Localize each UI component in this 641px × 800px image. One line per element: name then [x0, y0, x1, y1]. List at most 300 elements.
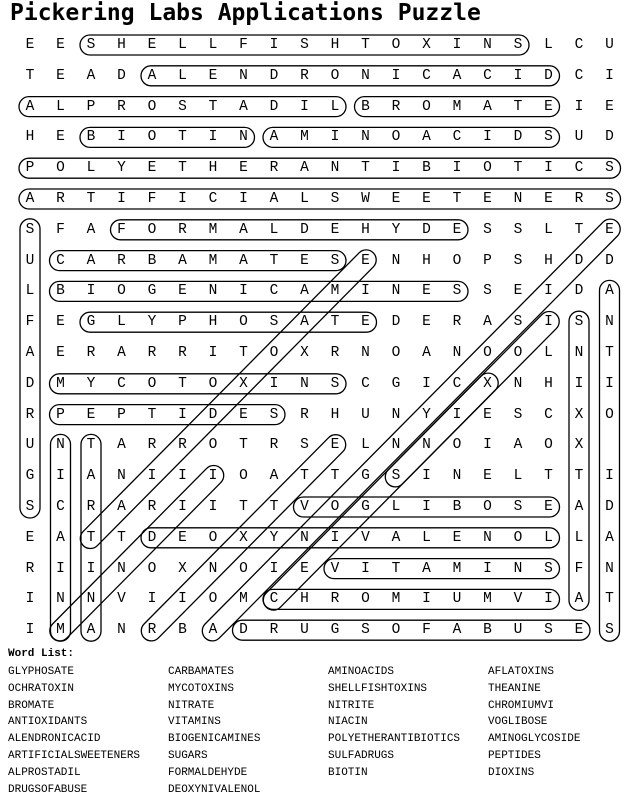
grid-cell-r11-c4[interactable]: O: [147, 375, 157, 392]
grid-cell-r10-c8[interactable]: O: [269, 345, 279, 361]
grid-cell-r1-c19[interactable]: I: [605, 67, 614, 84]
grid-cell-r10-c17[interactable]: L: [544, 345, 553, 361]
grid-cell-r1-c4[interactable]: A: [147, 67, 157, 84]
grid-cell-r18-c4[interactable]: I: [147, 591, 157, 608]
grid-cell-r16-c12[interactable]: A: [391, 529, 401, 546]
grid-cell-r15-c17[interactable]: E: [544, 499, 553, 515]
grid-cell-r12-c16[interactable]: S: [513, 406, 523, 423]
grid-cell-r18-c12[interactable]: M: [391, 591, 401, 608]
grid-cell-r0-c11[interactable]: T: [361, 37, 370, 53]
grid-cell-r18-c7[interactable]: M: [239, 591, 248, 608]
grid-cell-r5-c15[interactable]: E: [483, 191, 492, 207]
grid-cell-r3-c17[interactable]: S: [544, 129, 553, 146]
grid-cell-r15-c0[interactable]: S: [25, 499, 35, 515]
grid-cell-r5-c18[interactable]: R: [574, 191, 584, 207]
grid-cell-r2-c4[interactable]: O: [147, 98, 157, 115]
grid-cell-r16-c5[interactable]: E: [178, 529, 187, 546]
grid-cell-r17-c11[interactable]: I: [361, 560, 370, 577]
grid-cell-r2-c18[interactable]: I: [574, 98, 584, 115]
grid-cell-r9-c7[interactable]: O: [239, 314, 248, 331]
grid-cell-r19-c0[interactable]: I: [25, 622, 35, 639]
grid-cell-r2-c8[interactable]: D: [269, 98, 279, 115]
grid-cell-r19-c11[interactable]: S: [361, 622, 370, 639]
grid-cell-r13-c15[interactable]: I: [483, 437, 492, 454]
grid-cell-r17-c15[interactable]: I: [483, 560, 492, 577]
grid-cell-r4-c16[interactable]: T: [513, 160, 523, 177]
grid-cell-r13-c18[interactable]: X: [574, 437, 584, 454]
grid-cell-r12-c4[interactable]: T: [147, 406, 157, 423]
grid-cell-r8-c4[interactable]: G: [147, 283, 157, 300]
grid-cell-r7-c14[interactable]: O: [452, 252, 462, 269]
grid-cell-r14-c16[interactable]: L: [513, 468, 523, 485]
grid-cell-r0-c4[interactable]: E: [147, 37, 157, 53]
grid-cell-r9-c15[interactable]: A: [483, 314, 492, 331]
grid-cell-r15-c8[interactable]: T: [269, 499, 279, 515]
grid-cell-r14-c12[interactable]: S: [391, 468, 401, 485]
grid-cell-r9-c19[interactable]: N: [605, 314, 614, 331]
grid-cell-r9-c9[interactable]: A: [300, 314, 309, 331]
grid-cell-r7-c11[interactable]: E: [361, 252, 370, 269]
grid-cell-r8-c9[interactable]: A: [300, 283, 309, 300]
grid-cell-r12-c2[interactable]: E: [86, 406, 96, 423]
grid-cell-r18-c8[interactable]: C: [269, 591, 279, 608]
grid-cell-r10-c4[interactable]: R: [147, 345, 157, 361]
grid-cell-r17-c9[interactable]: E: [300, 560, 309, 577]
grid-cell-r9-c16[interactable]: S: [513, 314, 523, 331]
grid-cell-r0-c12[interactable]: O: [391, 37, 401, 53]
grid-cell-r18-c3[interactable]: V: [117, 591, 126, 608]
grid-cell-r11-c8[interactable]: I: [269, 375, 279, 392]
grid-cell-r8-c16[interactable]: E: [513, 283, 523, 300]
grid-cell-r17-c8[interactable]: I: [269, 560, 279, 577]
grid-cell-r1-c7[interactable]: N: [239, 67, 248, 84]
grid-cell-r2-c1[interactable]: L: [56, 98, 65, 115]
grid-cell-r18-c14[interactable]: U: [452, 591, 462, 608]
grid-cell-r17-c3[interactable]: N: [117, 560, 126, 577]
grid-cell-r8-c14[interactable]: S: [452, 283, 462, 300]
grid-cell-r8-c1[interactable]: B: [56, 283, 65, 300]
grid-cell-r18-c11[interactable]: O: [361, 591, 370, 608]
grid-cell-r10-c10[interactable]: R: [330, 345, 340, 361]
grid-cell-r1-c14[interactable]: A: [452, 67, 462, 84]
grid-cell-r13-c11[interactable]: L: [361, 437, 370, 454]
grid-cell-r19-c18[interactable]: E: [574, 622, 584, 639]
grid-cell-r17-c17[interactable]: S: [544, 560, 553, 577]
grid-cell-r7-c9[interactable]: E: [300, 252, 309, 269]
grid-cell-r1-c17[interactable]: D: [544, 67, 553, 84]
grid-cell-r2-c5[interactable]: S: [178, 98, 187, 115]
grid-cell-r0-c15[interactable]: N: [483, 37, 492, 53]
grid-cell-r13-c16[interactable]: A: [513, 437, 523, 454]
grid-cell-r2-c9[interactable]: I: [300, 98, 309, 115]
grid-cell-r7-c18[interactable]: D: [574, 252, 584, 269]
grid-cell-r7-c5[interactable]: A: [178, 252, 187, 269]
grid-cell-r0-c16[interactable]: S: [513, 37, 523, 53]
grid-cell-r16-c10[interactable]: I: [330, 529, 340, 546]
grid-cell-r17-c2[interactable]: I: [86, 560, 96, 577]
grid-cell-r19-c17[interactable]: S: [544, 622, 553, 639]
grid-cell-r17-c12[interactable]: T: [391, 560, 401, 577]
grid-cell-r2-c7[interactable]: A: [239, 98, 248, 115]
grid-cell-r4-c6[interactable]: H: [208, 160, 218, 177]
grid-cell-r5-c17[interactable]: E: [544, 191, 553, 207]
grid-cell-r14-c9[interactable]: T: [300, 468, 309, 485]
grid-cell-r15-c6[interactable]: I: [208, 499, 218, 515]
grid-cell-r3-c7[interactable]: N: [239, 129, 248, 146]
grid-cell-r14-c13[interactable]: I: [422, 468, 431, 485]
grid-cell-r10-c15[interactable]: O: [483, 345, 492, 361]
grid-cell-r8-c15[interactable]: S: [483, 283, 492, 300]
grid-cell-r11-c16[interactable]: N: [513, 375, 523, 392]
grid-cell-r5-c10[interactable]: S: [330, 191, 340, 207]
grid-cell-r17-c14[interactable]: M: [452, 560, 462, 577]
grid-cell-r8-c10[interactable]: M: [330, 283, 340, 300]
grid-cell-r18-c10[interactable]: R: [330, 591, 340, 608]
grid-cell-r7-c15[interactable]: P: [483, 252, 492, 269]
grid-cell-r7-c13[interactable]: H: [422, 252, 431, 269]
grid-cell-r4-c13[interactable]: B: [422, 160, 431, 177]
grid-cell-r0-c3[interactable]: H: [117, 37, 126, 53]
grid-cell-r14-c1[interactable]: I: [56, 468, 65, 485]
grid-cell-r0-c13[interactable]: X: [422, 37, 431, 53]
grid-cell-r3-c13[interactable]: A: [422, 129, 431, 146]
grid-cell-r9-c2[interactable]: G: [86, 314, 96, 331]
grid-cell-r7-c17[interactable]: H: [544, 252, 553, 269]
grid-cell-r2-c12[interactable]: R: [391, 98, 401, 115]
grid-cell-r5-c11[interactable]: W: [361, 191, 370, 207]
grid-cell-r17-c6[interactable]: N: [208, 560, 218, 577]
grid-cell-r18-c13[interactable]: I: [422, 591, 431, 608]
grid-cell-r14-c7[interactable]: O: [239, 468, 248, 485]
grid-cell-r10-c9[interactable]: X: [300, 345, 309, 361]
grid-cell-r6-c4[interactable]: O: [147, 221, 157, 238]
grid-cell-r3-c8[interactable]: A: [269, 129, 279, 146]
grid-cell-r16-c13[interactable]: L: [422, 529, 431, 546]
grid-cell-r14-c5[interactable]: I: [178, 468, 187, 485]
grid-cell-r0-c8[interactable]: I: [269, 37, 279, 53]
grid-cell-r14-c6[interactable]: I: [208, 468, 218, 485]
grid-cell-r7-c4[interactable]: B: [147, 252, 157, 269]
grid-cell-r4-c8[interactable]: R: [269, 160, 279, 177]
grid-cell-r6-c19[interactable]: E: [605, 221, 614, 238]
grid-cell-r16-c1[interactable]: A: [56, 529, 65, 546]
grid-cell-r9-c6[interactable]: H: [208, 314, 218, 331]
grid-cell-r10-c16[interactable]: O: [513, 345, 523, 361]
grid-cell-r19-c10[interactable]: G: [330, 622, 340, 639]
grid-cell-r0-c10[interactable]: H: [330, 37, 340, 53]
grid-cell-r3-c5[interactable]: T: [178, 129, 187, 146]
grid-cell-r7-c7[interactable]: A: [239, 252, 248, 269]
grid-cell-r4-c10[interactable]: N: [330, 160, 340, 177]
grid-cell-r4-c17[interactable]: I: [544, 160, 553, 177]
grid-cell-r5-c3[interactable]: I: [117, 191, 126, 207]
grid-cell-r10-c12[interactable]: O: [391, 345, 401, 361]
grid-cell-r13-c13[interactable]: N: [422, 437, 431, 454]
grid-cell-r14-c8[interactable]: A: [269, 468, 279, 485]
grid-cell-r11-c14[interactable]: C: [452, 375, 462, 392]
grid-cell-r8-c5[interactable]: E: [178, 283, 187, 300]
grid-cell-r6-c18[interactable]: T: [574, 221, 584, 238]
grid-cell-r5-c2[interactable]: T: [86, 191, 96, 207]
grid-cell-r10-c7[interactable]: T: [239, 345, 248, 361]
grid-cell-r1-c12[interactable]: I: [391, 67, 401, 84]
grid-cell-r12-c7[interactable]: E: [239, 406, 248, 423]
grid-cell-r9-c1[interactable]: E: [56, 314, 65, 331]
grid-cell-r16-c6[interactable]: O: [208, 529, 218, 546]
grid-cell-r6-c8[interactable]: L: [269, 221, 279, 238]
grid-cell-r6-c11[interactable]: H: [361, 221, 370, 238]
grid-cell-r5-c12[interactable]: E: [391, 191, 401, 207]
grid-cell-r15-c3[interactable]: A: [117, 499, 126, 515]
grid-cell-r13-c6[interactable]: O: [208, 437, 218, 454]
grid-cell-r7-c6[interactable]: M: [208, 252, 218, 269]
grid-cell-r9-c0[interactable]: F: [25, 314, 35, 331]
grid-cell-r3-c18[interactable]: U: [574, 129, 584, 146]
grid-cell-r5-c6[interactable]: C: [208, 191, 218, 207]
grid-cell-r19-c1[interactable]: M: [56, 622, 65, 639]
grid-cell-r4-c12[interactable]: I: [391, 160, 401, 177]
grid-cell-r8-c8[interactable]: C: [269, 283, 279, 300]
grid-cell-r4-c2[interactable]: L: [86, 160, 96, 177]
grid-cell-r13-c2[interactable]: T: [86, 437, 96, 454]
grid-cell-r7-c16[interactable]: S: [513, 252, 523, 269]
grid-cell-r17-c13[interactable]: A: [422, 560, 431, 577]
grid-cell-r18-c2[interactable]: N: [86, 591, 96, 608]
grid-cell-r0-c0[interactable]: E: [25, 37, 35, 53]
grid-cell-r15-c1[interactable]: C: [56, 499, 65, 515]
grid-cell-r12-c10[interactable]: H: [330, 406, 340, 423]
grid-cell-r4-c14[interactable]: I: [452, 160, 462, 177]
grid-cell-r16-c2[interactable]: T: [86, 529, 96, 546]
grid-cell-r6-c6[interactable]: M: [208, 221, 218, 238]
grid-cell-r17-c5[interactable]: X: [178, 560, 187, 577]
grid-cell-r11-c10[interactable]: S: [330, 375, 340, 392]
grid-cell-r2-c6[interactable]: T: [208, 98, 218, 115]
grid-cell-r6-c3[interactable]: F: [117, 221, 126, 238]
grid-cell-r8-c13[interactable]: E: [422, 283, 431, 300]
grid-cell-r3-c19[interactable]: D: [605, 129, 614, 146]
grid-cell-r6-c5[interactable]: R: [178, 221, 187, 238]
grid-cell-r11-c15[interactable]: X: [483, 375, 492, 392]
grid-cell-r8-c11[interactable]: I: [361, 283, 370, 300]
grid-cell-r18-c17[interactable]: I: [544, 591, 553, 608]
grid-cell-r12-c13[interactable]: Y: [422, 406, 431, 423]
grid-cell-r17-c18[interactable]: F: [574, 560, 584, 577]
grid-cell-r19-c3[interactable]: N: [117, 622, 126, 639]
grid-cell-r16-c11[interactable]: V: [361, 529, 370, 546]
grid-cell-r19-c15[interactable]: B: [483, 622, 492, 639]
grid-cell-r3-c0[interactable]: H: [25, 129, 35, 146]
grid-cell-r15-c9[interactable]: V: [300, 499, 309, 515]
grid-cell-r2-c11[interactable]: B: [361, 98, 370, 115]
grid-cell-r11-c1[interactable]: M: [56, 375, 65, 392]
grid-cell-r4-c0[interactable]: P: [25, 160, 35, 177]
grid-cell-r2-c2[interactable]: P: [86, 98, 96, 115]
grid-cell-r19-c6[interactable]: A: [208, 622, 218, 639]
grid-cell-r3-c11[interactable]: N: [361, 129, 370, 146]
grid-cell-r19-c13[interactable]: F: [422, 622, 431, 639]
grid-cell-r11-c12[interactable]: G: [391, 375, 401, 392]
grid-cell-r9-c14[interactable]: R: [452, 314, 462, 331]
grid-cell-r9-c12[interactable]: D: [391, 314, 401, 331]
grid-cell-r16-c0[interactable]: E: [25, 529, 35, 546]
grid-cell-r15-c18[interactable]: A: [574, 499, 584, 515]
grid-cell-r10-c11[interactable]: N: [361, 345, 370, 361]
grid-cell-r13-c10[interactable]: E: [330, 437, 340, 454]
grid-cell-r16-c16[interactable]: O: [513, 529, 523, 546]
grid-cell-r14-c0[interactable]: G: [25, 468, 35, 485]
grid-cell-r17-c0[interactable]: R: [25, 560, 35, 577]
grid-cell-r1-c5[interactable]: L: [178, 67, 187, 84]
grid-cell-r5-c4[interactable]: F: [147, 191, 157, 207]
grid-cell-r6-c17[interactable]: L: [544, 221, 553, 238]
grid-cell-r5-c9[interactable]: L: [300, 191, 309, 207]
grid-cell-r12-c15[interactable]: E: [483, 406, 492, 423]
grid-cell-r7-c3[interactable]: R: [117, 252, 126, 269]
grid-cell-r5-c8[interactable]: A: [269, 191, 279, 207]
grid-cell-r16-c14[interactable]: E: [452, 529, 462, 546]
grid-cell-r19-c9[interactable]: U: [300, 622, 309, 639]
grid-cell-r0-c6[interactable]: L: [208, 37, 218, 53]
grid-cell-r15-c16[interactable]: S: [513, 499, 523, 515]
grid-cell-r0-c5[interactable]: L: [178, 37, 187, 53]
grid-cell-r14-c4[interactable]: I: [147, 468, 157, 485]
grid-cell-r10-c3[interactable]: A: [117, 345, 126, 361]
grid-cell-r0-c17[interactable]: L: [544, 37, 553, 53]
grid-cell-r6-c7[interactable]: A: [239, 221, 248, 238]
grid-cell-r11-c5[interactable]: T: [178, 375, 187, 392]
grid-cell-r9-c4[interactable]: Y: [147, 314, 157, 331]
grid-cell-r7-c1[interactable]: C: [56, 252, 65, 269]
grid-cell-r8-c12[interactable]: N: [391, 283, 401, 300]
grid-cell-r18-c0[interactable]: I: [25, 591, 35, 608]
grid-cell-r5-c5[interactable]: I: [178, 191, 187, 207]
grid-cell-r9-c3[interactable]: L: [117, 314, 126, 331]
grid-cell-r17-c16[interactable]: N: [513, 560, 523, 577]
grid-cell-r2-c19[interactable]: E: [605, 98, 614, 115]
grid-cell-r11-c19[interactable]: I: [605, 375, 614, 392]
grid-cell-r8-c18[interactable]: D: [574, 283, 584, 300]
grid-cell-r13-c0[interactable]: U: [25, 437, 35, 454]
grid-cell-r12-c0[interactable]: R: [25, 406, 35, 423]
grid-cell-r2-c10[interactable]: L: [330, 98, 340, 115]
grid-cell-r0-c19[interactable]: U: [605, 37, 614, 53]
grid-cell-r11-c9[interactable]: N: [300, 375, 309, 392]
grid-cell-r2-c3[interactable]: R: [117, 98, 126, 115]
grid-cell-r13-c7[interactable]: T: [239, 437, 248, 454]
grid-cell-r4-c11[interactable]: T: [361, 160, 370, 177]
grid-cell-r6-c13[interactable]: D: [422, 221, 431, 238]
grid-cell-r5-c19[interactable]: S: [605, 191, 614, 207]
grid-cell-r12-c19[interactable]: O: [605, 406, 614, 423]
grid-cell-r15-c13[interactable]: I: [422, 499, 431, 515]
grid-cell-r6-c14[interactable]: E: [452, 221, 462, 238]
grid-cell-r8-c6[interactable]: N: [208, 283, 218, 300]
grid-cell-r15-c10[interactable]: O: [330, 499, 340, 515]
grid-cell-r3-c4[interactable]: O: [147, 129, 157, 146]
grid-cell-r6-c10[interactable]: E: [330, 221, 340, 238]
grid-cell-r12-c11[interactable]: U: [361, 406, 370, 423]
grid-cell-r1-c0[interactable]: T: [25, 67, 35, 84]
grid-cell-r8-c2[interactable]: I: [86, 283, 96, 300]
grid-cell-r9-c18[interactable]: S: [574, 314, 584, 331]
grid-cell-r14-c10[interactable]: T: [330, 468, 340, 485]
grid-cell-r4-c18[interactable]: C: [574, 160, 584, 177]
grid-cell-r10-c19[interactable]: T: [605, 345, 614, 361]
grid-cell-r8-c19[interactable]: A: [605, 283, 614, 300]
grid-cell-r2-c0[interactable]: A: [25, 98, 35, 115]
grid-cell-r11-c2[interactable]: Y: [86, 375, 96, 392]
grid-cell-r12-c12[interactable]: N: [391, 406, 401, 423]
grid-cell-r12-c3[interactable]: P: [117, 406, 126, 423]
grid-cell-r0-c2[interactable]: S: [86, 37, 96, 53]
grid-cell-r15-c11[interactable]: G: [361, 499, 370, 515]
grid-cell-r3-c15[interactable]: I: [483, 129, 492, 146]
grid-cell-r15-c7[interactable]: T: [239, 499, 248, 515]
grid-cell-r16-c17[interactable]: L: [544, 529, 553, 546]
grid-cell-r3-c2[interactable]: B: [86, 129, 96, 146]
grid-cell-r18-c6[interactable]: O: [208, 591, 218, 608]
grid-cell-r9-c10[interactable]: T: [330, 314, 340, 331]
grid-cell-r16-c19[interactable]: A: [605, 529, 614, 546]
grid-cell-r11-c17[interactable]: H: [544, 375, 553, 392]
grid-cell-r14-c2[interactable]: A: [86, 468, 96, 485]
grid-cell-r9-c8[interactable]: S: [269, 314, 279, 331]
grid-cell-r16-c9[interactable]: N: [300, 529, 309, 546]
grid-cell-r10-c14[interactable]: N: [452, 345, 462, 361]
grid-cell-r13-c14[interactable]: O: [452, 437, 462, 454]
grid-cell-r14-c15[interactable]: E: [483, 468, 492, 485]
grid-cell-r4-c5[interactable]: T: [178, 160, 187, 177]
grid-cell-r6-c16[interactable]: S: [513, 221, 523, 238]
grid-cell-r7-c19[interactable]: D: [605, 252, 614, 269]
grid-cell-r9-c17[interactable]: I: [544, 314, 553, 331]
grid-cell-r4-c15[interactable]: O: [483, 160, 492, 177]
grid-cell-r12-c18[interactable]: X: [574, 406, 584, 423]
grid-cell-r1-c3[interactable]: D: [117, 67, 126, 84]
grid-cell-r2-c15[interactable]: A: [483, 98, 492, 115]
grid-cell-r3-c14[interactable]: C: [452, 129, 462, 146]
grid-cell-r13-c3[interactable]: A: [117, 437, 126, 454]
grid-cell-r15-c5[interactable]: I: [178, 499, 187, 515]
grid-cell-r12-c14[interactable]: I: [452, 406, 462, 423]
grid-cell-r3-c1[interactable]: E: [56, 129, 65, 146]
grid-cell-r10-c6[interactable]: I: [208, 345, 218, 361]
grid-cell-r11-c11[interactable]: C: [361, 375, 370, 392]
grid-cell-r11-c3[interactable]: C: [117, 375, 126, 392]
grid-cell-r0-c9[interactable]: S: [300, 37, 309, 53]
grid-cell-r19-c16[interactable]: U: [513, 622, 523, 639]
grid-cell-r15-c12[interactable]: L: [391, 499, 401, 515]
grid-cell-r13-c4[interactable]: R: [147, 437, 157, 454]
grid-cell-r2-c14[interactable]: M: [452, 98, 462, 115]
grid-cell-r18-c16[interactable]: V: [513, 591, 523, 608]
grid-cell-r6-c2[interactable]: A: [86, 221, 96, 238]
grid-cell-r14-c18[interactable]: T: [574, 468, 584, 485]
grid-cell-r2-c13[interactable]: O: [422, 98, 431, 115]
grid-cell-r11-c18[interactable]: I: [574, 375, 584, 392]
grid-cell-r12-c9[interactable]: R: [300, 406, 309, 423]
grid-cell-r11-c13[interactable]: I: [422, 375, 431, 392]
grid-cell-r1-c10[interactable]: O: [330, 67, 340, 84]
grid-cell-r4-c4[interactable]: E: [147, 160, 157, 177]
grid-cell-r15-c2[interactable]: R: [86, 499, 96, 515]
grid-cell-r0-c14[interactable]: I: [452, 37, 462, 53]
grid-cell-r14-c19[interactable]: I: [605, 468, 614, 485]
grid-cell-r18-c15[interactable]: M: [483, 591, 492, 608]
grid-cell-r3-c6[interactable]: I: [208, 129, 218, 146]
grid-cell-r8-c3[interactable]: O: [117, 283, 126, 300]
